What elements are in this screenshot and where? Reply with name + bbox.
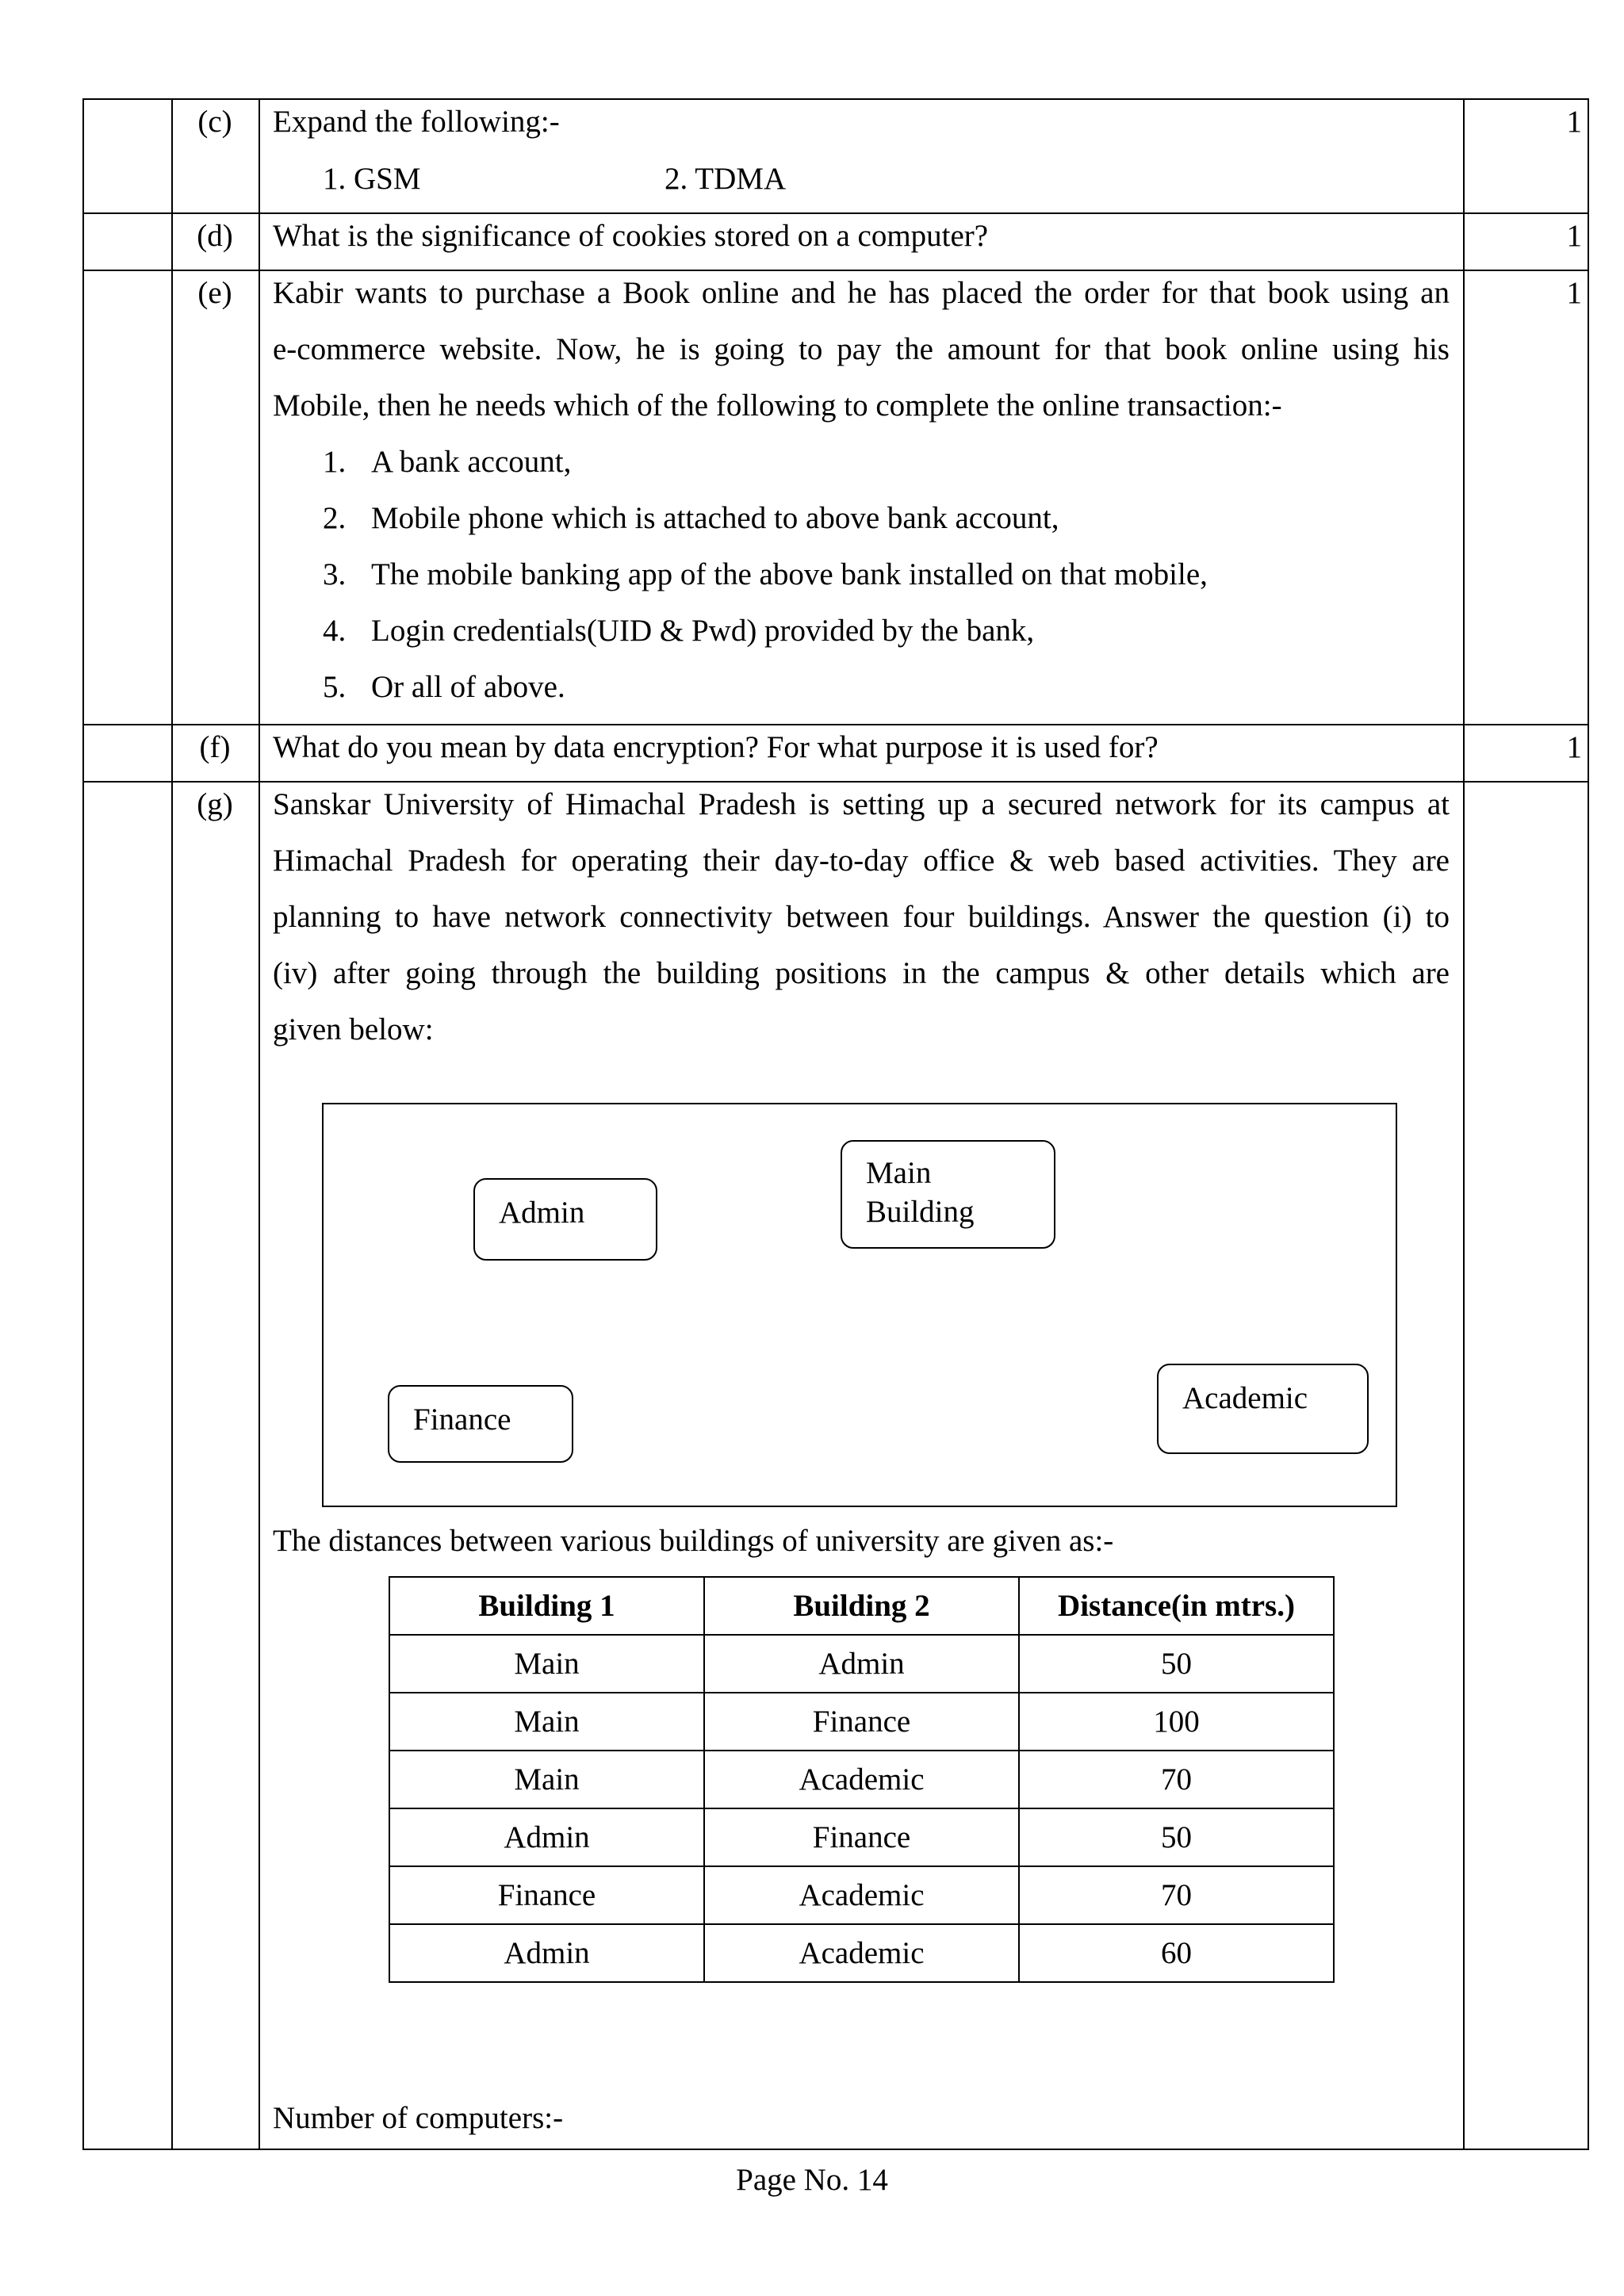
table-border-col2 [259, 98, 260, 2150]
table-cell: 50 [1019, 1635, 1334, 1693]
table-border-right [1588, 98, 1589, 2150]
table-cell: 60 [1019, 1924, 1334, 1982]
option-number: 3. [323, 557, 347, 591]
option-text: A bank account, [371, 445, 572, 479]
page-number: Page No. 14 [736, 2163, 888, 2197]
distance-table [389, 1576, 1335, 1983]
row-border-c-d [82, 212, 1589, 214]
option-number: 5. [323, 670, 347, 704]
building-main-line-2: Building [866, 1194, 975, 1229]
row-border-e-f [82, 724, 1589, 725]
building-academic: Academic [1157, 1364, 1369, 1454]
option-text: Or all of above. [371, 670, 565, 704]
table-border-col3 [1463, 98, 1465, 2150]
row-border-f-g [82, 781, 1589, 783]
row-border-d-e [82, 270, 1589, 271]
question-g-line-2: Himachal Pradesh for operating their day-to-day office & web based activities. They are [273, 844, 1450, 878]
table-cell: Academic [704, 1751, 1019, 1808]
question-e-line-2: e-commerce website. Now, he is going to pay the amount for that book online using his [273, 332, 1450, 366]
table-cell: Main [389, 1693, 704, 1751]
table-row [389, 1866, 1334, 1924]
option-text: The mobile banking app of the above bank installed on that mobile, [371, 557, 1208, 591]
table-cell: Finance [704, 1693, 1019, 1751]
option-text: Mobile phone which is attached to above bank account, [371, 501, 1059, 535]
table-cell: Academic [704, 1924, 1019, 1982]
table-cell: Admin [389, 1808, 704, 1866]
table-row [389, 1635, 1334, 1693]
table-row [389, 1808, 1334, 1866]
question-c-item-2: 2. TDMA [665, 162, 787, 196]
table-cell: Main [389, 1635, 704, 1693]
row-border-bottom [82, 2149, 1589, 2150]
table-border-left [82, 98, 84, 2150]
question-g-line-4: (iv) after going through the building positions in the campus & other details which are [273, 956, 1450, 990]
table-header-row [389, 1577, 1334, 1635]
question-e-marks: 1 [1566, 276, 1582, 310]
question-g-line-3: planning to have network connectivity between four buildings. Answer the question (i) to [273, 900, 1450, 934]
building-main-line-1: Main [866, 1156, 932, 1190]
column-header: Distance(in mtrs.) [1019, 1577, 1334, 1635]
table-row [389, 1924, 1334, 1982]
question-label-e: (e) [197, 276, 232, 310]
question-d-marks: 1 [1566, 219, 1582, 253]
question-label-g: (g) [197, 787, 233, 821]
table-cell: Admin [704, 1635, 1019, 1693]
table-cell: 70 [1019, 1866, 1334, 1924]
question-label-d: (d) [197, 219, 233, 253]
question-f-text: What do you mean by data encryption? For what purpose it is used for? [273, 730, 1159, 764]
table-row [389, 1693, 1334, 1751]
table-cell: 100 [1019, 1693, 1334, 1751]
option-number: 2. [323, 501, 347, 535]
row-border-top [82, 98, 1589, 100]
column-header: Building 1 [389, 1577, 704, 1635]
question-c-item-1: 1. GSM [323, 162, 421, 196]
building-admin: Admin [473, 1178, 657, 1261]
table-cell: Admin [389, 1924, 704, 1982]
question-label-c: (c) [197, 105, 232, 139]
table-cell: Finance [704, 1808, 1019, 1866]
table-row [389, 1751, 1334, 1808]
question-label-f: (f) [199, 730, 231, 764]
question-e-line-3: Mobile, then he needs which of the following to complete the online transaction:- [273, 388, 1282, 423]
table-cell: Main [389, 1751, 704, 1808]
question-g-line-5: given below: [273, 1012, 434, 1047]
question-c-text: Expand the following:- [273, 105, 560, 139]
table-cell: 70 [1019, 1751, 1334, 1808]
question-f-marks: 1 [1566, 730, 1582, 764]
column-header: Building 2 [704, 1577, 1019, 1635]
question-d-text: What is the significance of cookies stored on a computer? [273, 219, 989, 253]
question-c-marks: 1 [1566, 105, 1582, 139]
building-main [841, 1140, 1055, 1249]
option-number: 1. [323, 445, 347, 479]
distances-intro: The distances between various buildings of university are given as:- [273, 1524, 1114, 1558]
table-cell: Academic [704, 1866, 1019, 1924]
option-number: 4. [323, 614, 347, 648]
building-finance: Finance [388, 1385, 573, 1463]
option-text: Login credentials(UID & Pwd) provided by the bank, [371, 614, 1035, 648]
question-g-line-1: Sanskar University of Himachal Pradesh is setting up a secured network for its campus at [273, 787, 1450, 821]
table-cell: 50 [1019, 1808, 1334, 1866]
computers-intro: Number of computers:- [273, 2101, 564, 2135]
table-border-col1 [171, 98, 173, 2150]
table-cell: Finance [389, 1866, 704, 1924]
question-e-line-1: Kabir wants to purchase a Book online and he has placed the order for that book using an [273, 276, 1450, 310]
